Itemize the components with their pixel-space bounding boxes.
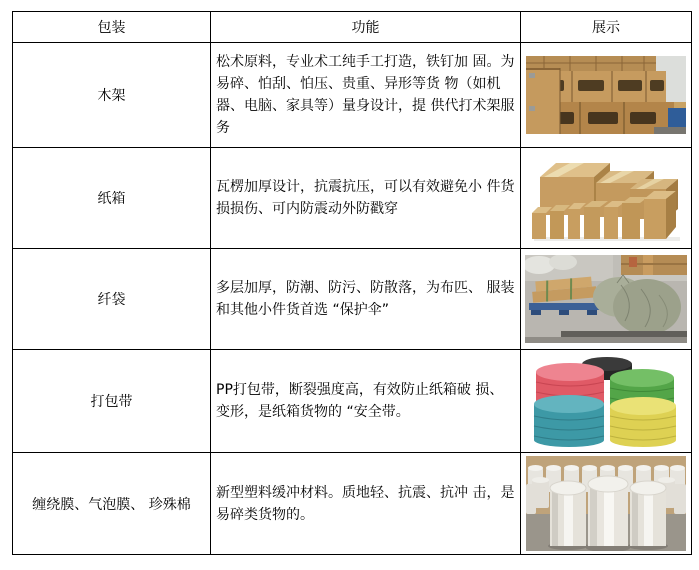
packaging-table <box>12 11 692 555</box>
table-row-film <box>13 453 692 555</box>
table-row-strap <box>13 350 692 453</box>
package-name: 木架 <box>13 43 211 148</box>
package-name: 纸箱 <box>13 148 211 249</box>
table-row-fiber-bag <box>13 249 692 350</box>
stretch-film-rolls-photo <box>526 456 686 551</box>
package-name: 缠绕膜、气泡膜、 珍殊棉 <box>13 453 211 555</box>
function-text: 瓦楞加厚设计，抗震抗压，可以有效避免小 件货损损伤、可内防震动外防戳穿 <box>211 148 521 249</box>
col-header-display: 展示 <box>521 12 692 43</box>
col-header-package: 包装 <box>13 12 211 43</box>
fiber-bags-photo <box>525 255 687 343</box>
header-row <box>13 12 692 43</box>
wooden-crates-photo <box>526 56 686 134</box>
col-header-function: 功能 <box>211 12 521 43</box>
cardboard-boxes-photo <box>526 151 686 245</box>
function-text: 多层加厚，防潮、防污、防散落，为布匹、 服装和其他小件货首选 “保护伞” <box>211 249 521 350</box>
function-text: PP打包带，断裂强度高，有效防止纸箱破 损、变形，是纸箱货物的 “安全带。 <box>211 350 521 453</box>
strapping-rolls-photo <box>526 354 686 448</box>
table-row-wood-frame <box>13 43 692 148</box>
function-text: 新型塑料缓冲材料。质地轻、抗震、抗冲 击，是易碎类货物的。 <box>211 453 521 555</box>
table-row-carton <box>13 148 692 249</box>
function-text: 松术原料，专业术工纯手工打造，铁钉加 固。为易碎、怕刮、怕压、贵重、异形等货 物（如机器、电脑、家具等）量身设计，提 供代打术架服务 <box>211 43 521 148</box>
package-name: 纤袋 <box>13 249 211 350</box>
package-name: 打包带 <box>13 350 211 453</box>
